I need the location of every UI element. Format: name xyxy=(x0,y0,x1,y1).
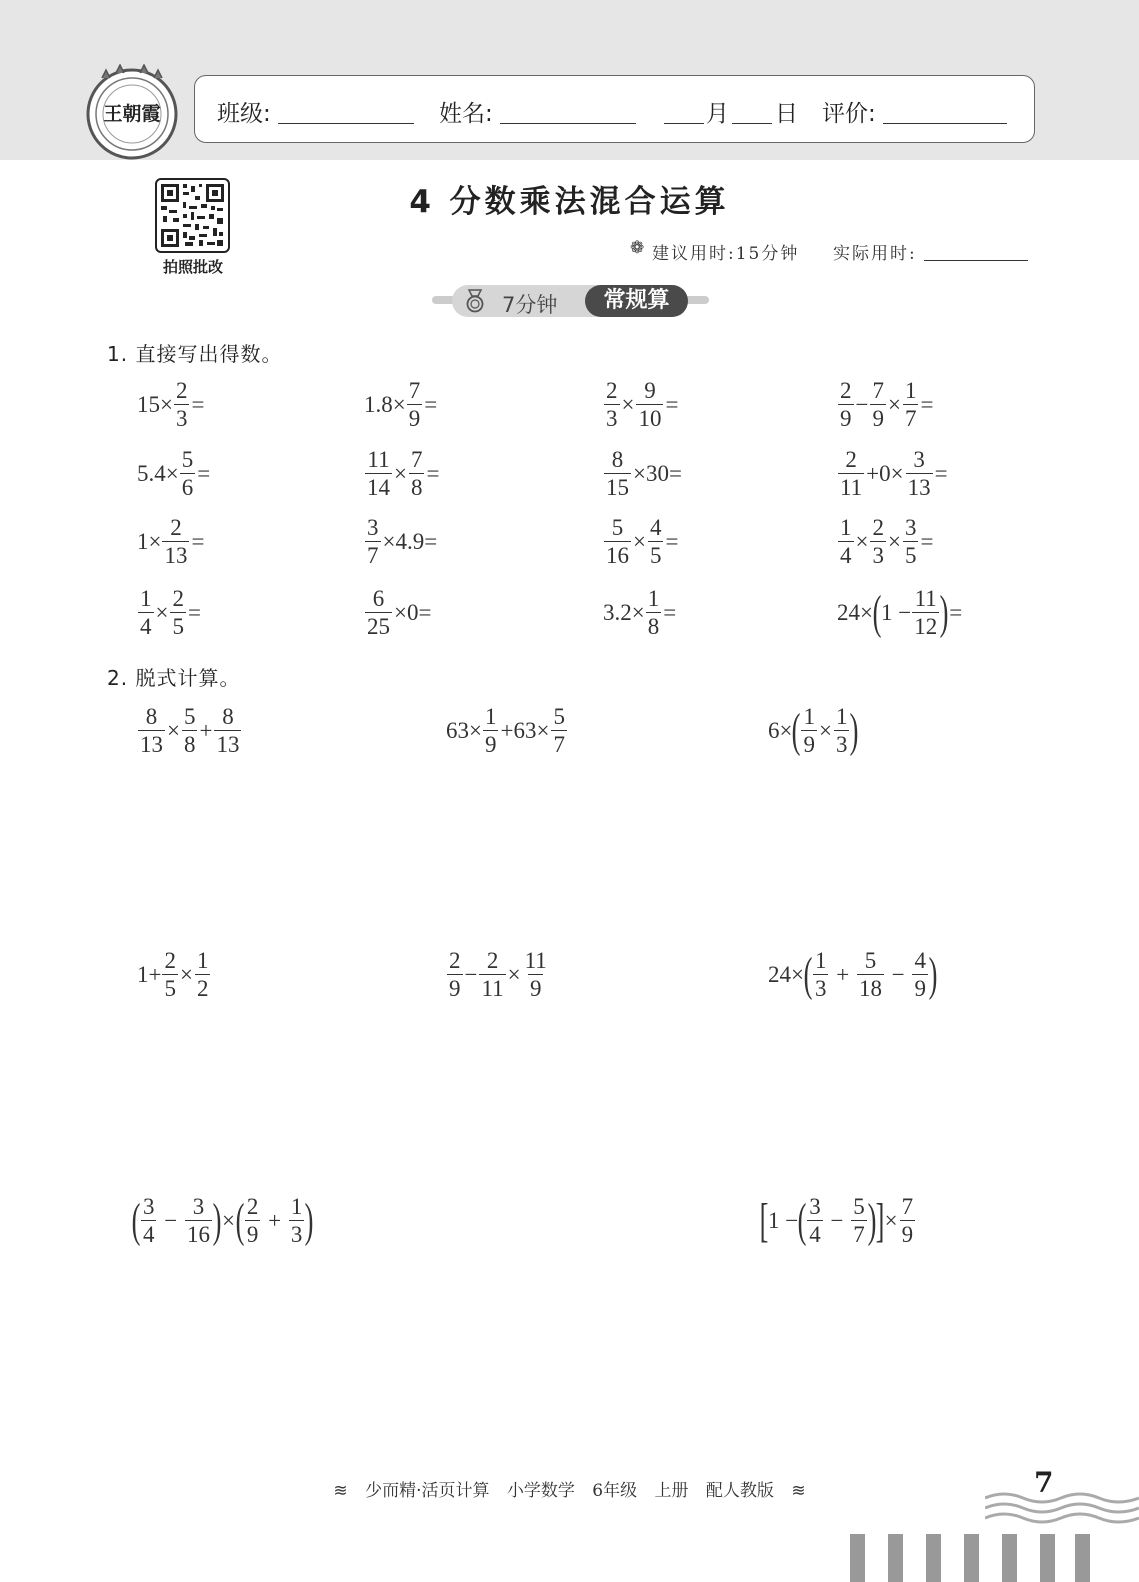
section-tag: 常规算 xyxy=(585,285,688,317)
edge-bar xyxy=(1002,1534,1017,1582)
q1-item-2: 1.8× $\frac{7}{9}$ = xyxy=(364,378,438,431)
wave-icon: ≋ xyxy=(773,1481,806,1501)
edge-bar xyxy=(888,1534,903,1582)
logo-text: 王朝霞 xyxy=(103,103,161,125)
q2-item-8: [ 1 − ( $\frac{3}{4}$ − $\frac{5}{7}$ ) ] × $\frac{7}{9}$ xyxy=(759,1193,914,1247)
edge-bar xyxy=(964,1534,979,1582)
flower-icon: ❁ xyxy=(630,238,645,258)
q2-item-4: 1+ $\frac{2}{5}$ × $\frac{1}{2}$ xyxy=(137,948,209,1001)
q1-item-12: $\frac{1}{4}$ × $\frac{2}{3}$ × $\frac{3}{5}$ = xyxy=(840,515,934,568)
class-label: 班级: xyxy=(217,101,271,127)
q2-item-2: 63× $\frac{1}{9}$ +63× $\frac{5}{7}$ xyxy=(446,704,565,757)
edge-bar xyxy=(1075,1534,1090,1582)
page-title: 4 分数乘法混合运算 xyxy=(409,184,730,220)
qr-caption: 拍照批改 xyxy=(162,258,223,276)
student-info-box xyxy=(194,75,1035,143)
q1-item-13: $\frac{1}{4}$ × $\frac{2}{5}$ = xyxy=(140,586,201,639)
suggested-time: 建议用时:15分钟 xyxy=(652,244,800,264)
page-number: 7 xyxy=(1034,1466,1054,1499)
logo-seal-icon xyxy=(84,64,180,160)
q1-item-16: 24× ( 1 − $\frac{11}{12}$ ) = xyxy=(837,585,963,639)
edge-tab-bars xyxy=(850,1534,1090,1582)
q2-item-5: $\frac{2}{9}$ − $\frac{2}{11}$ × $\frac{11}{9}$ xyxy=(449,948,547,1001)
class-field[interactable] xyxy=(278,123,414,124)
footer-text xyxy=(0,1476,1139,1501)
q2-heading: 2. 脱式计算。 xyxy=(107,666,241,690)
day-field[interactable] xyxy=(732,123,772,124)
month-label: 月 xyxy=(706,101,729,127)
name-label: 姓名: xyxy=(439,101,493,127)
q1-item-5: 5.4× $\frac{5}{6}$ = xyxy=(137,447,211,500)
actual-time-field[interactable] xyxy=(924,260,1028,261)
q1-item-7: $\frac{8}{15}$ ×30= xyxy=(606,447,682,500)
q1-item-1: 15× $\frac{2}{3}$ = xyxy=(137,378,205,431)
eval-label: 评价: xyxy=(822,101,876,127)
q1-heading: 1. 直接写出得数。 xyxy=(107,342,283,366)
section-time: 7分钟 xyxy=(502,293,558,317)
day-label: 日 xyxy=(775,101,798,127)
q1-item-6: $\frac{11}{14}$ × $\frac{7}{8}$ = xyxy=(367,447,440,500)
medal-icon xyxy=(464,289,486,313)
q1-item-8: $\frac{2}{11}$ +0× $\frac{3}{13}$ = xyxy=(840,447,948,500)
wave-icon xyxy=(985,1484,1139,1534)
eval-field[interactable] xyxy=(883,123,1007,124)
q1-item-15: 3.2× $\frac{1}{8}$ = xyxy=(603,586,677,639)
footer-label: 少而精·活页计算 小学数学 6年级 上册 配人教版 xyxy=(365,1481,774,1501)
q1-item-14: $\frac{6}{25}$ ×0= xyxy=(367,586,432,639)
edge-bar xyxy=(1040,1534,1055,1582)
q1-item-3: $\frac{2}{3}$ × $\frac{9}{10}$ = xyxy=(606,378,679,431)
time-row xyxy=(630,238,1035,264)
edge-bar xyxy=(850,1534,865,1582)
q2-item-6: 24× ( $\frac{1}{3}$ + $\frac{5}{18}$ − $\frac{4}{9}$ ) xyxy=(768,947,938,1001)
edge-bar xyxy=(926,1534,941,1582)
q2-item-1: $\frac{8}{13}$ × $\frac{5}{8}$ + $\frac{8}{13}$ xyxy=(140,704,240,757)
q1-item-10: $\frac{3}{7}$ ×4.9= xyxy=(367,515,438,568)
wave-icon: ≋ xyxy=(333,1481,366,1501)
q1-item-9: 1× $\frac{2}{13}$ = xyxy=(137,515,205,568)
actual-time-label: 实际用时: xyxy=(833,244,917,264)
name-field[interactable] xyxy=(500,123,636,124)
q1-item-4: $\frac{2}{9}$ − $\frac{7}{9}$ × $\frac{1}{7}$ = xyxy=(840,378,934,431)
q2-item-3: 6× ( $\frac{1}{9}$ × $\frac{1}{3}$ ) xyxy=(768,703,859,757)
q1-item-11: $\frac{5}{16}$ × $\frac{4}{5}$ = xyxy=(606,515,679,568)
month-field[interactable] xyxy=(664,123,704,124)
q2-item-7: ( $\frac{3}{4}$ − $\frac{3}{16}$ ) × ( $\frac{2}{9}$ + $\frac{1}{3}$ ) xyxy=(131,1193,314,1247)
